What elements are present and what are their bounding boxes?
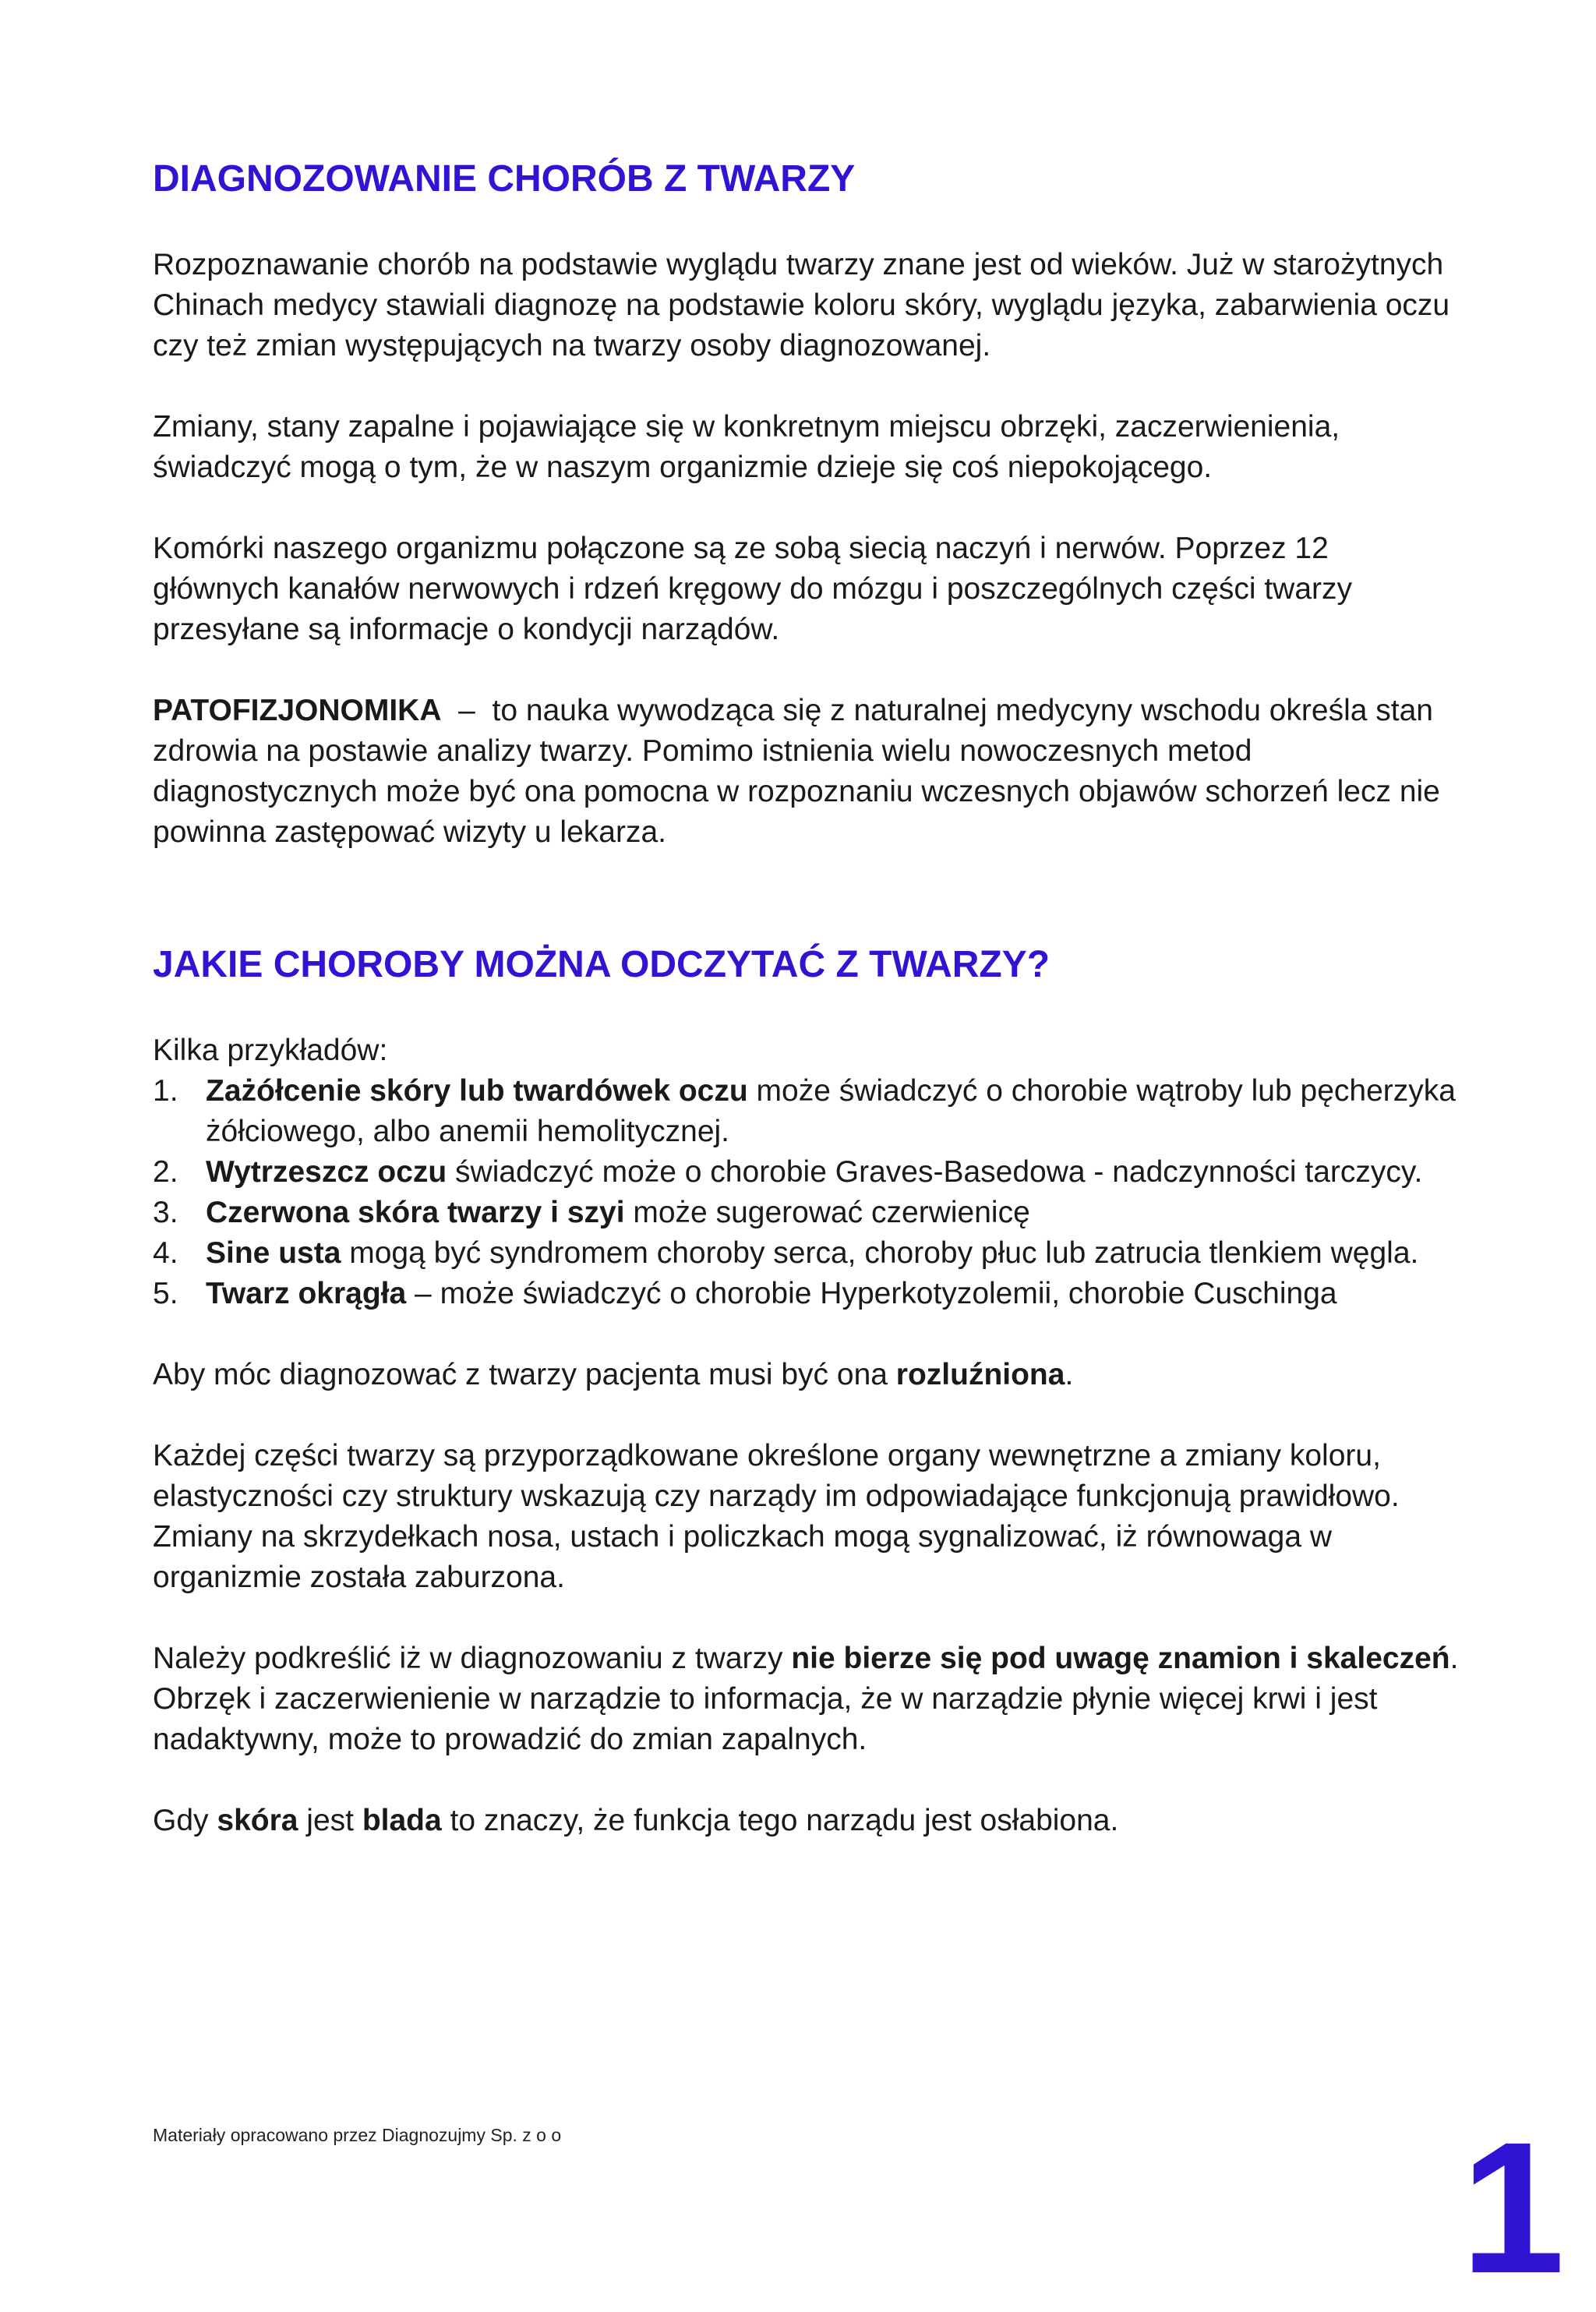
paragraph-relaxed-end: . xyxy=(1065,1358,1074,1391)
paragraph-pale-skin xyxy=(153,1801,1462,1841)
list-intro: Kilka przykładów: xyxy=(153,1034,388,1067)
paragraph-marks-end: . Obrzęk i zaczerwienienie w narządzie to informacja, że w narządzie płynie więcej krwi i jest nadaktywny, może to prowadzić do zmian zapalnych. xyxy=(153,1642,1459,1756)
term-pale: blada xyxy=(362,1804,442,1837)
list-number: 1. xyxy=(153,1074,178,1108)
list-number: 3. xyxy=(153,1196,178,1229)
paragraph-relaxed-text: Aby móc diagnozować z twarzy pacjenta musi być ona xyxy=(153,1358,896,1391)
list-item-text: może sugerować czerwienicę xyxy=(624,1196,1030,1229)
paragraph-marks-text: Należy podkreślić iż w diagnozowaniu z twarzy xyxy=(153,1642,792,1675)
pale-text-1: Gdy xyxy=(153,1804,217,1837)
list-item-text: może świadczyć o chorobie wątroby lub pęcherzyka żółciowego, albo anemii hemolitycznej. xyxy=(206,1074,1456,1148)
list-item-bold: Czerwona skóra twarzy i szyi xyxy=(206,1196,625,1229)
paragraph-history: Rozpoznawanie chorób na podstawie wyglądu twarzy znane jest od wieków. Już w starożytnych Chinach medycy stawiali diagnozę na podstawie koloru skóry, wyglądu języka, zabarwienia oczu czy też zmian występujących na twarzy osoby diagnozowanej. xyxy=(153,248,1450,362)
list-number: 4. xyxy=(153,1236,178,1270)
paragraph-changes: Zmiany, stany zapalne i pojawiające się w konkretnym miejscu obrzęki, zaczerwienienia, świadczyć mogą o tym, że w naszym organizmie dzieje się coś niepokojącego. xyxy=(153,410,1340,484)
paragraph-patofizjonomika-text: – to nauka wywodząca się z naturalnej medycyny wschodu określa stan zdrowia na postawie analizy twarzy. Pomimo istnienia wielu nowoczesnych metod diagnostycznych może być ona pomocna w rozpoznaniu wczesnych objawów schorzeń lecz nie powinna zastępować wizyty u lekarza. xyxy=(153,694,1449,849)
list-number: 5. xyxy=(153,1277,178,1310)
paragraph-patofizjonomika xyxy=(153,691,1462,853)
list-item-text: świadczyć może o chorobie Graves-Basedowa - nadczynności tarczycy. xyxy=(447,1155,1423,1189)
page-number: 1 xyxy=(1460,2103,1565,2312)
list-item xyxy=(153,1193,1462,1233)
document-body xyxy=(153,154,1462,1841)
list-item-bold: Sine usta xyxy=(206,1236,341,1270)
list-item xyxy=(153,1071,1462,1152)
term-skin: skóra xyxy=(217,1804,298,1837)
pale-text-2: jest xyxy=(298,1804,362,1837)
paragraph-face-organs: Każdej części twarzy są przyporządkowane określone organy wewnętrzne a zmiany koloru, elastyczności czy struktury wskazują czy narządy im odpowiadające funkcjonują prawidłowo. Zmiany na skrzydełkach nosa, ustach i policzkach mogą sygnalizować, iż równowaga w organizmie została zaburzona. xyxy=(153,1439,1400,1594)
list-number: 2. xyxy=(153,1155,178,1189)
list-item-text: – może świadczyć o chorobie Hyperkotyzolemii, chorobie Cuschinga xyxy=(406,1277,1337,1310)
footer-credit: Materiały opracowano przez Diagnozujmy Sp. z o o xyxy=(153,2125,562,2145)
paragraph-relaxed xyxy=(153,1355,1462,1395)
pale-text-3: to znaczy, że funkcja tego narządu jest osłabiona. xyxy=(441,1804,1119,1837)
list-item xyxy=(153,1274,1462,1314)
paragraph-marks xyxy=(153,1639,1462,1760)
term-patofizjonomika: PATOFIZJONOMIKA xyxy=(153,694,442,727)
list-item-bold: Zażółcenie skóry lub twardówek oczu xyxy=(206,1074,748,1108)
paragraph-nerves: Komórki naszego organizmu połączone są ze sobą siecią naczyń i nerwów. Poprzez 12 głównych kanałów nerwowych i rdzeń kręgowy do mózgu i poszczególnych części twarzy przesyłane są informacje o kondycji narządów. xyxy=(153,532,1353,646)
list-item xyxy=(153,1233,1462,1274)
examples-list xyxy=(153,1071,1462,1314)
heading-which-diseases: JAKIE CHOROBY MOŻNA ODCZYTAĆ Z TWARZY? xyxy=(153,944,1050,985)
heading-diagnosing-diseases: DIAGNOZOWANIE CHORÓB Z TWARZY xyxy=(153,158,856,200)
list-item-text: mogą być syndromem choroby serca, choroby płuc lub zatrucia tlenkiem węgla. xyxy=(341,1236,1419,1270)
term-marks: nie bierze się pod uwagę znamion i skaleczeń xyxy=(791,1642,1450,1675)
list-item-bold: Wytrzeszcz oczu xyxy=(206,1155,447,1189)
list-item-bold: Twarz okrągła xyxy=(206,1277,407,1310)
term-relaxed: rozluźniona xyxy=(895,1358,1065,1391)
list-item xyxy=(153,1152,1462,1193)
